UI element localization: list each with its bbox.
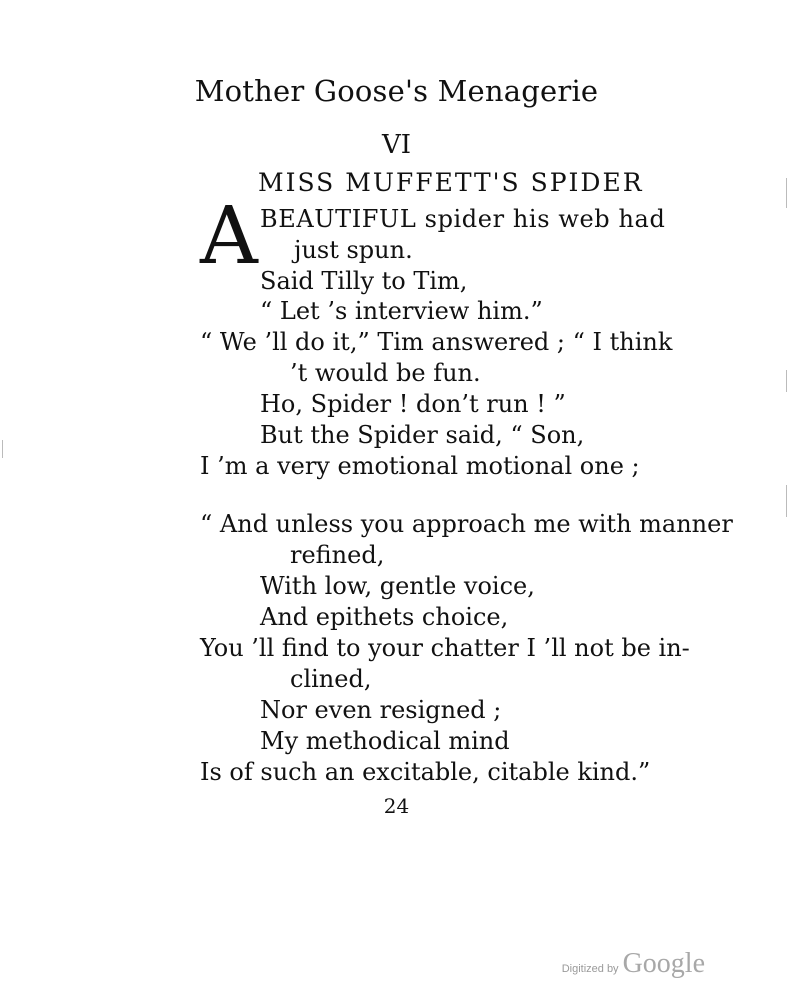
scan-artifact (786, 485, 787, 517)
poem-line: You ’ll find to your chatter I ’ll not be in- (200, 634, 690, 662)
poem-line: With low, gentle voice, (260, 572, 535, 600)
poem-line: Is of such an excitable, citable kind.” (200, 758, 651, 786)
google-logo-text: Google (622, 948, 705, 979)
watermark-prefix: Digitized by (561, 963, 619, 975)
poem-line: And epithets choice, (260, 603, 509, 631)
running-head: Mother Goose's Menagerie (194, 74, 599, 108)
poem-line: I ’m a very emotional motional one ; (200, 452, 640, 480)
chapter-title: MISS MUFFETT'S SPIDER (258, 168, 644, 197)
poem-line: just spun. (294, 236, 413, 264)
poem-line: BEAUTIFUL spider his web had (260, 205, 666, 233)
scan-artifact (786, 178, 787, 208)
poem-line: Ho, Spider ! don’t run ! ” (260, 390, 566, 418)
scan-artifact (786, 370, 787, 392)
poem-line: But the Spider said, “ Son, (260, 421, 585, 449)
poem-line: ’t would be fun. (290, 359, 481, 387)
poem-line: “ And unless you approach me with manner (200, 510, 733, 538)
poem-line: “ We ’ll do it,” Tim answered ; “ I think (200, 328, 673, 356)
poem-line: Nor even resigned ; (260, 696, 502, 724)
poem-line: refined, (290, 541, 385, 569)
poem-line: Said Tilly to Tim, (260, 267, 468, 295)
poem-line: My methodical mind (260, 727, 510, 755)
chapter-number: VI (381, 130, 412, 160)
poem-line: clined, (290, 665, 372, 693)
poem-line: “ Let ’s interview him.” (260, 297, 543, 325)
scan-artifact (2, 440, 3, 458)
drop-cap: A (200, 189, 258, 282)
digitized-watermark (562, 948, 705, 980)
page-number: 24 (383, 794, 410, 818)
